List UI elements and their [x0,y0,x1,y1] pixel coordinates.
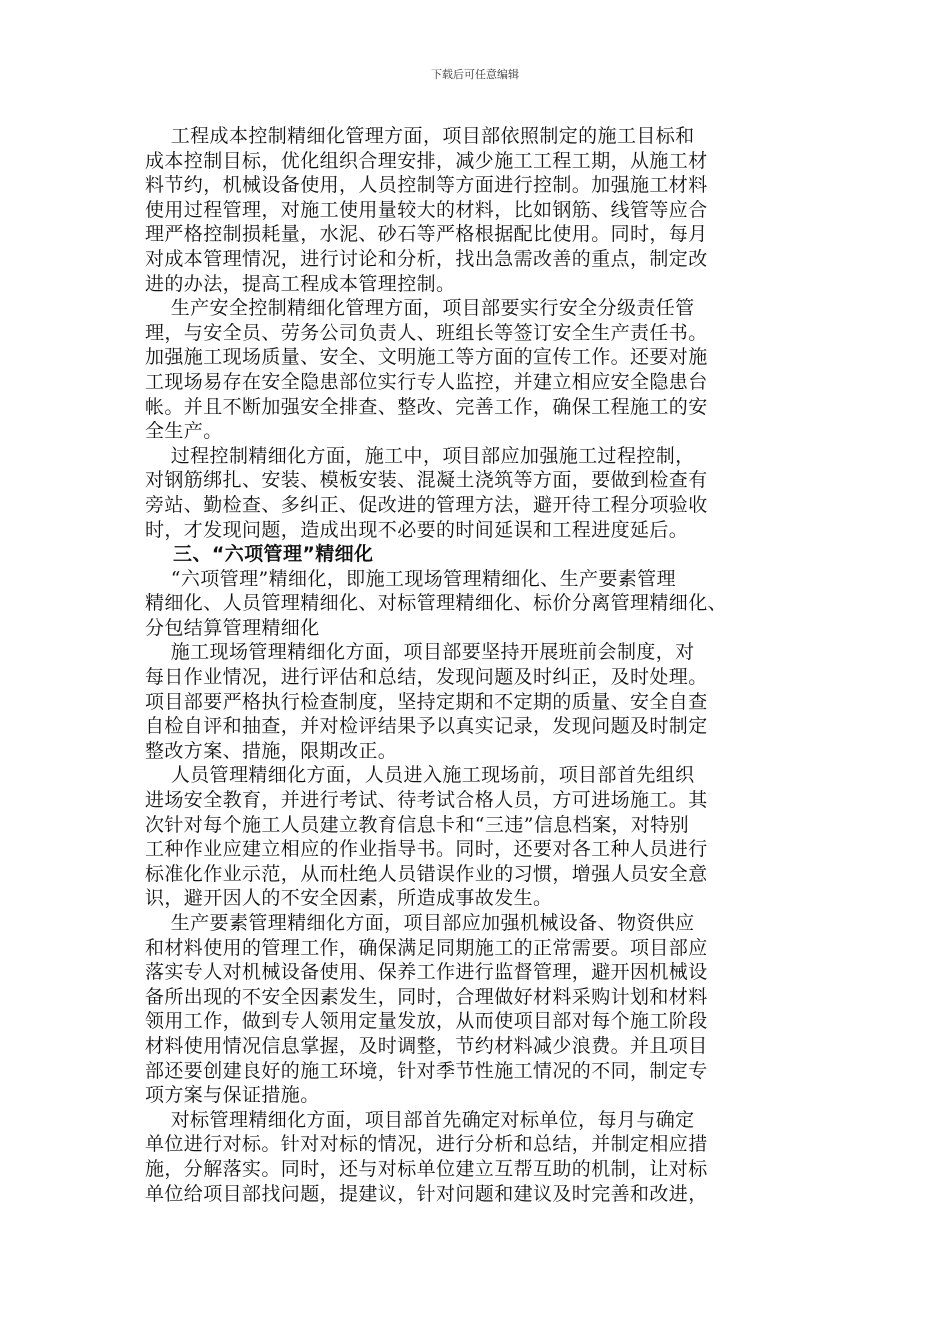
section-heading: 三、“六项管理”精细化 [145,543,374,566]
text-line: 识，避开因人的不安全因素，所造成事故发生。 [145,887,553,910]
text-line: 工程成本控制精细化管理方面，项目部依照制定的施工目标和 [145,125,695,147]
text-line: 理，与安全员、劳务公司负责人、班组长等签订安全生产责任书。 [145,321,708,344]
text-line: 对标管理精细化方面，项目部首先确定对标单位，每月与确定 [145,1108,695,1131]
text-line: 部还要创建良好的施工环境，针对季节性施工情况的不同，制定专 [145,1059,708,1082]
text-line: 落实专人对机械设备使用、保养工作进行监督管理，避开因机械设 [145,961,708,984]
text-line: 工现场易存在安全隐患部位实行专人监控，并建立相应安全隐患台 [145,370,708,393]
text-line: 自检自评和抽查，并对检评结果予以真实记录，发现问题及时制定 [145,715,708,738]
text-line: 材料使用情况信息掌握，及时调整，节约材料减少浪费。并且项目 [145,1034,708,1057]
text-line: 和材料使用的管理工作，确保满足同期施工的正常需要。项目部应 [145,936,708,959]
text-line: 对成本管理情况，进行讨论和分析，找出急需改善的重点，制定改 [145,247,708,270]
text-line: 理严格控制损耗量，水泥、砂石等严格根据配比使用。同时，每月 [145,223,708,246]
text-line: 进的办法，提高工程成本管理控制。 [145,272,456,295]
text-line: 生产安全控制精细化管理方面，项目部要实行安全分级责任管 [145,297,695,320]
text-line: 加强施工现场质量、安全、文明施工等方面的宣传工作。还要对施 [145,346,708,369]
text-line: 精细化、人员管理精细化、对标管理精细化、标价分离管理精细化、 [145,592,728,615]
page-header: 下载后可任意编辑 [431,68,519,81]
text-line: 料节约，机械设备使用，人员控制等方面进行控制。加强施工材料 [145,174,708,197]
text-line: 时，才发现问题，造成出现不必要的时间延误和工程进度延后。 [145,518,689,541]
text-line: 过程控制精细化方面，施工中，项目部应加强施工过程控制， [145,444,695,467]
text-line: 整改方案、措施，限期改正。 [145,739,398,762]
document-body [145,124,815,1206]
text-line: 全生产。 [145,420,223,443]
text-line: 人员管理精细化方面，人员进入施工现场前，项目部首先组织 [145,764,695,787]
text-line: 备所出现的不安全因素发生，同时，合理做好材料采购计划和材料 [145,985,708,1008]
text-line: 成本控制目标，优化组织合理安排，减少施工工程工期，从施工材 [145,149,708,172]
text-line: 对钢筋绑扎、安装、模板安装、混凝土浇筑等方面，要做到检查有 [145,469,708,492]
text-line: 旁站、勤检查、多纠正、促改进的管理方法，避开待工程分项验收 [145,493,708,516]
text-line: 施工现场管理精细化方面，项目部要坚持开展班前会制度，对 [145,641,695,664]
text-line: 领用工作，做到专人领用定量发放，从而使项目部对每个施工阶段 [145,1010,708,1033]
text-line: 使用过程管理，对施工使用量较大的材料，比如钢筋、线管等应合 [145,198,708,221]
text-line: 进场安全教育，并进行考试、待考试合格人员，方可进场施工。其 [145,789,708,812]
text-line: 次针对每个施工人员建立教育信息卡和“三违”信息档案，对特别 [145,813,690,836]
text-line: 项方案与保证措施。 [145,1084,320,1107]
text-line: 生产要素管理精细化方面，项目部应加强机械设备、物资供应 [145,912,695,934]
text-line: 分包结算管理精细化 [145,616,320,639]
text-line: 标准化作业示范，从而杜绝人员错误作业的习惯，增强人员安全意 [145,862,708,885]
text-line: 单位给项目部找问题，提建议，针对问题和建议及时完善和改进， [145,1182,708,1205]
text-line: 每日作业情况，进行评估和总结，发现问题及时纠正，及时处理。 [145,666,708,689]
text-line: 单位进行对标。针对对标的情况，进行分析和总结，并制定相应措 [145,1133,708,1156]
text-line: 施，分解落实。同时，还与对标单位建立互帮互助的机制，让对标 [145,1157,708,1180]
text-line: “六项管理”精细化，即施工现场管理精细化、生产要素管理 [145,567,676,590]
text-line: 项目部要严格执行检查制度，坚持定期和不定期的质量、安全自查 [145,690,708,713]
text-line: 帐。并且不断加强安全排查、整改、完善工作，确保工程施工的安 [145,395,708,418]
text-line: 工种作业应建立相应的作业指导书。同时，还要对各工种人员进行 [145,838,708,861]
